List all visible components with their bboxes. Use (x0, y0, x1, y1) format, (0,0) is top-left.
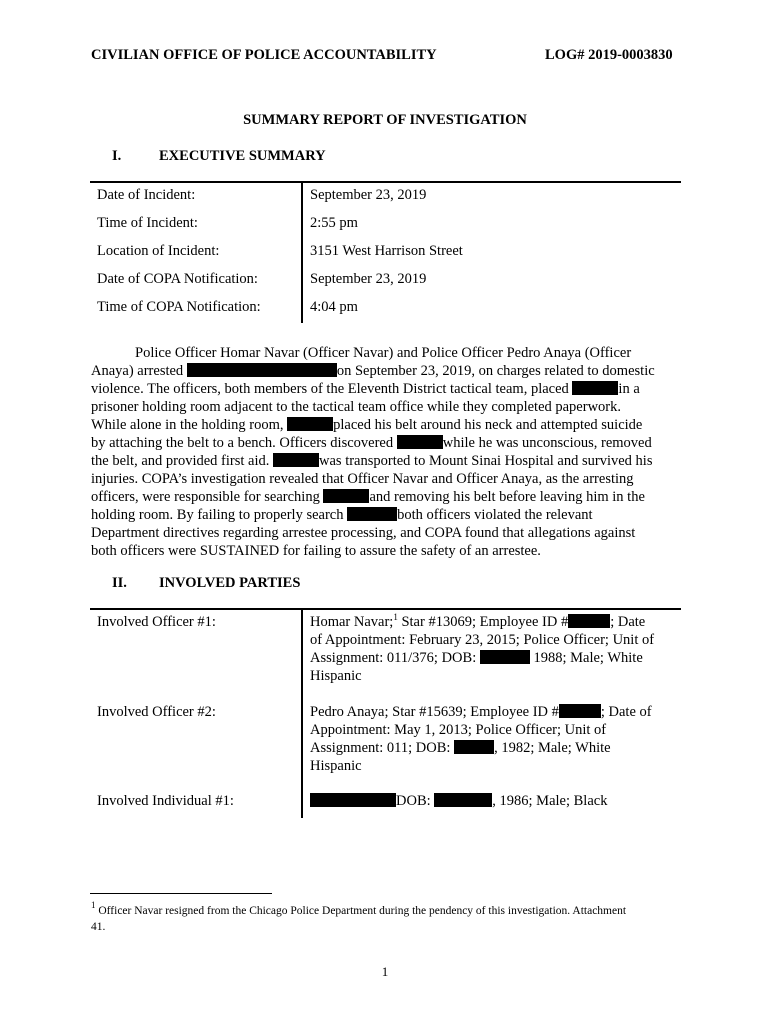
footnote-ref: 1 (393, 612, 398, 622)
table-label: Time of COPA Notification: (97, 299, 261, 315)
redaction (187, 363, 337, 377)
section-number: I. (112, 148, 122, 164)
agency-header: CIVILIAN OFFICE OF POLICE ACCOUNTABILITY (91, 47, 437, 63)
redaction (310, 793, 396, 807)
table-value: 2:55 pm (310, 215, 358, 231)
redaction (323, 489, 369, 503)
parties-top-rule (90, 608, 681, 610)
report-title: SUMMARY REPORT OF INVESTIGATION (243, 112, 527, 128)
table-top-rule (90, 181, 681, 183)
footnote-rule (90, 893, 272, 894)
party-details: DOB: , 1986; Male; Black (310, 792, 682, 810)
redaction (454, 740, 494, 754)
summary-paragraph: Police Officer Homar Navar (Officer Navar) and Police Officer Pedro Anaya (Officer Anaya) arrested on September 23, 2019, on charges related to domestic violence. The officers, both members of the Eleventh District tactical team, placed in a prisoner holding room adjacent to the tactical team office while they completed paperwork. While alone in the holding room, placed his belt around his neck and attempted suicide by attaching the belt to a bench. Officers discovered while he was unconscious, removed the belt, and provided first aid. was transported to Mount Sinai Hospital and survived his injuries. COPA’s investigation revealed that Officer Navar and Officer Anaya, as the arresting officers, were responsible for searching and removing his belt before leaving him in the holding room. By failing to properly search both officers violated the relevant Department directives regarding arrestee processing, and COPA found that allegations against both officers were SUSTAINED for failing to assure the safety of an arrestee. (91, 345, 655, 559)
party-label: Involved Officer #1: (97, 614, 216, 630)
table-label: Location of Incident: (97, 243, 220, 259)
redaction (572, 381, 618, 395)
party-label: Involved Officer #2: (97, 704, 216, 720)
table-value: September 23, 2019 (310, 187, 427, 203)
table-label: Date of Incident: (97, 187, 196, 203)
section-number: II. (112, 575, 127, 591)
party-details: Pedro Anaya; Star #15639; Employee ID # ; Date of Appointment: May 1, 2013; Police Officer; Unit of Assignment: 011; DOB: , 1982; Male; White Hispanic (310, 704, 652, 774)
table-label: Time of Incident: (97, 215, 198, 231)
table-label: Date of COPA Notification: (97, 271, 258, 287)
party-details: Homar Navar;$^1$ Star #13069; Employee ID # ; Date of Appointment: February 23, 2015; Police Officer; Unit of Assignment: 011/376; DOB: 1988; Male; White Hispanic (310, 612, 655, 684)
redaction (287, 417, 333, 431)
section-title: INVOLVED PARTIES (159, 575, 301, 591)
table-value: 4:04 pm (310, 299, 358, 315)
parties-divider (301, 610, 303, 818)
table-value: September 23, 2019 (310, 271, 427, 287)
redaction (559, 704, 601, 718)
footnote-mark: 1 (91, 900, 96, 910)
redaction (568, 614, 610, 628)
section-title: EXECUTIVE SUMMARY (159, 148, 326, 164)
page-number: 1 (381, 964, 389, 979)
redaction (273, 453, 319, 467)
redaction (397, 435, 443, 449)
log-number: LOG# 2019-0003830 (545, 47, 673, 63)
redaction (434, 793, 492, 807)
redaction (347, 507, 397, 521)
redaction (480, 650, 530, 664)
party-label: Involved Individual #1: (97, 793, 234, 809)
footnote: $^1$ Officer Navar resigned from the Chicago Police Department during the pendency of this investigation. Attachment 41. (91, 900, 627, 933)
table-divider (301, 183, 303, 323)
table-value: 3151 West Harrison Street (310, 243, 463, 259)
